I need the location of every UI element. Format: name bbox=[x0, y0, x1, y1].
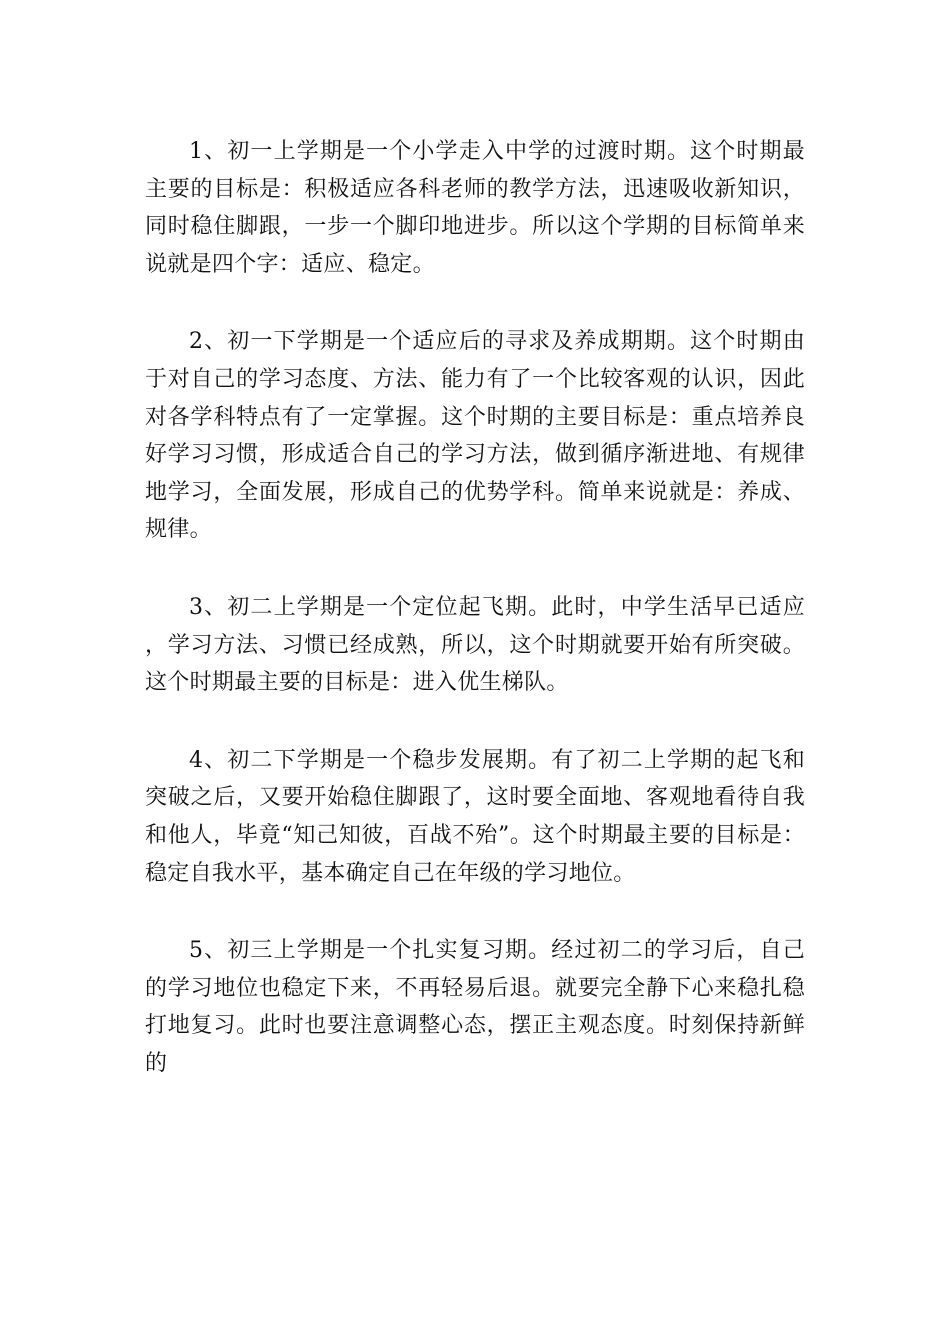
paragraph-3: 3、初二上学期是一个定位起飞期。此时，中学生活早已适应，学习方法、习惯已经成熟，所以，这个时期就要开始有所突破。这个时期最主要的目标是：进入优生梯队。 bbox=[145, 594, 805, 696]
document-page bbox=[145, 133, 805, 1082]
paragraph-1: 1、初一上学期是一个小学走入中学的过渡时期。这个时期最主要的目标是：积极适应各科老师的教学方法，迅速吸收新知识，同时稳住脚跟，一步一个脚印地进步。所以这个学期的目标简单来说就是四个字：适应、稳定。 bbox=[145, 139, 805, 277]
paragraph-4: 4、初二下学期是一个稳步发展期。有了初二上学期的起飞和突破之后，又要开始稳住脚跟了，这时要全面地、客观地看待自我和他人，毕竟“知己知彼，百战不殆”。这个时期最主要的目标是：稳定自我水平，基本确定自己在年级的学习地位。 bbox=[145, 747, 805, 886]
paragraph-2: 2、初一下学期是一个适应后的寻求及养成期期。这个时期由于对自己的学习态度、方法、能力有了一个比较客观的认识，因此对各学科特点有了一定掌握。这个时期的主要目标是：重点培养良好学习习惯，形成适合自己的学习方法，做到循序渐进地、有规律地学习，全面发展，形成自己的优势学科。简单来说就是：养成、规律。 bbox=[145, 329, 805, 543]
paragraph-5: 5、初三上学期是一个扎实复习期。经过初二的学习后，自己的学习地位也稳定下来，不再轻易后退。就要完全静下心来稳扎稳打地复习。此时也要注意调整心态，摆正主观态度。时刻保持新鲜的 bbox=[145, 938, 805, 1076]
